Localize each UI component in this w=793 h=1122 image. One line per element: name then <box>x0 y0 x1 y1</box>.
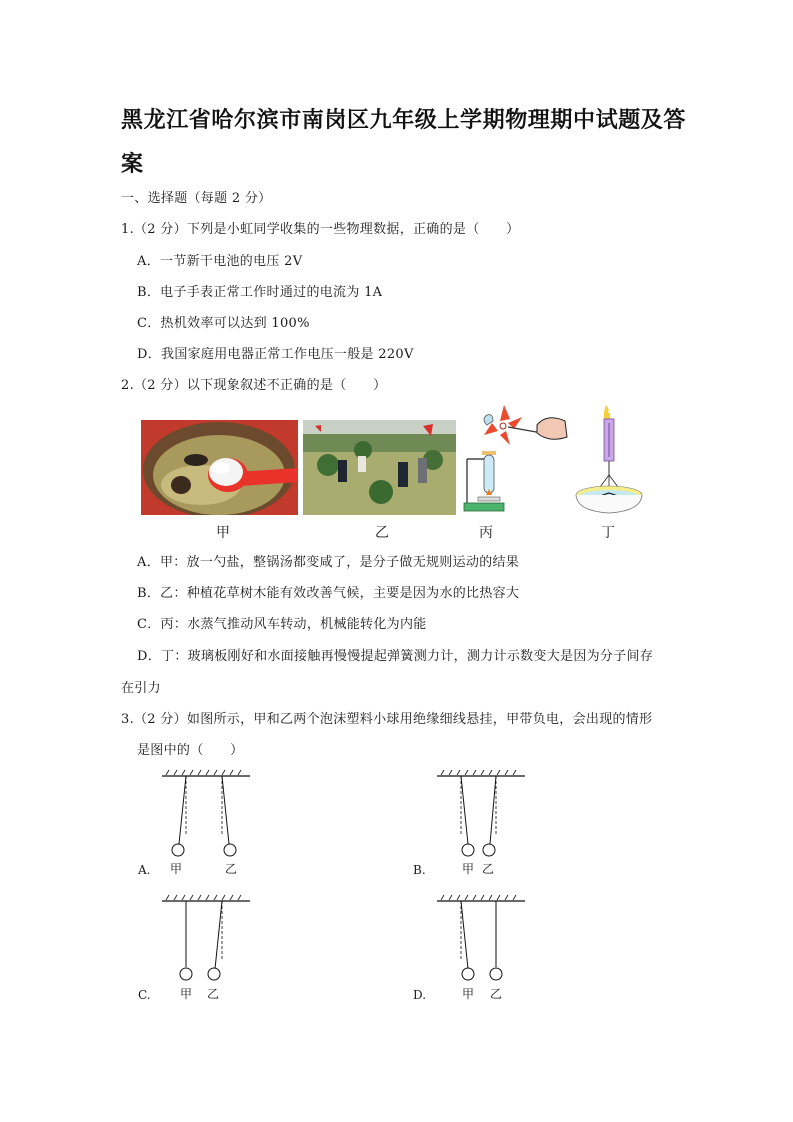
section-heading: 一、选择题（每题 2 分） <box>121 191 272 206</box>
diagram-d-ball-jia: 甲 <box>462 987 475 1001</box>
document-title-line2: 案 <box>121 152 144 177</box>
question-1-option-c: C．热机效率可以达到 100% <box>137 316 310 331</box>
question-3-stem-line2: 是图中的（ ） <box>137 743 244 758</box>
diagram-option-a-letter: A. <box>138 863 151 877</box>
spring-scale-glass-plate-illustration <box>573 403 645 518</box>
pendulum-diagram-c <box>130 885 270 1010</box>
question-1-option-a: A．一节新干电池的电压 2V <box>137 254 303 269</box>
figure-caption-jia: 甲 <box>216 525 230 541</box>
diagram-c-ball-jia: 甲 <box>180 987 193 1001</box>
question-1-option-b: B．电子手表正常工作时通过的电流为 1A <box>137 285 383 300</box>
question-2-option-b: B．乙：种植花草树木能有效改善气候，主要是因为水的比热容大 <box>137 586 520 601</box>
question-3-stem-line1: 3.（2 分）如图所示，甲和乙两个泡沫塑料小球用绝缘细线悬挂，甲带负电，会出现的情形 <box>121 712 653 727</box>
document-title-line1: 黑龙江省哈尔滨市南岗区九年级上学期物理期中试题及答 <box>121 108 687 133</box>
diagram-d-ball-yi: 乙 <box>490 987 503 1001</box>
diagram-a-ball-jia: 甲 <box>170 862 183 876</box>
pendulum-diagram-a <box>130 760 270 885</box>
question-2-stem: 2.（2 分）以下现象叙述不正确的是（ ） <box>121 378 387 393</box>
diagram-b-ball-yi: 乙 <box>482 862 495 876</box>
diagram-option-d-letter: D. <box>413 988 427 1002</box>
question-2-option-c: C．丙：水蒸气推动风车转动，机械能转化为内能 <box>137 617 427 632</box>
diagram-c-ball-yi: 乙 <box>207 987 220 1001</box>
question-2-option-a: A．甲：放一勺盐，整锅汤都变咸了，是分子做无规则运动的结果 <box>137 555 520 570</box>
soup-salt-photo <box>141 420 298 515</box>
steam-pinwheel-illustration <box>462 403 572 515</box>
diagram-option-b-letter: B. <box>413 863 426 877</box>
question-2-option-d-continuation: 在引力 <box>121 681 161 696</box>
diagram-option-c-letter: C. <box>138 988 151 1002</box>
tree-planting-photo <box>303 420 456 515</box>
question-1-option-d: D．我国家庭用电器正常工作电压一般是 220V <box>137 347 414 362</box>
diagram-a-ball-yi: 乙 <box>225 862 238 876</box>
figure-caption-bing: 丙 <box>479 525 493 541</box>
figure-caption-yi: 乙 <box>375 525 389 541</box>
diagram-b-ball-jia: 甲 <box>462 862 475 876</box>
figure-caption-ding: 丁 <box>601 525 615 541</box>
question-2-option-d: D．丁：玻璃板刚好和水面接触再慢慢提起弹簧测力计，测力计示数变大是因为分子间存 <box>137 649 654 664</box>
question-1-stem: 1.（2 分）下列是小虹同学收集的一些物理数据，正确的是（ ） <box>121 222 520 237</box>
